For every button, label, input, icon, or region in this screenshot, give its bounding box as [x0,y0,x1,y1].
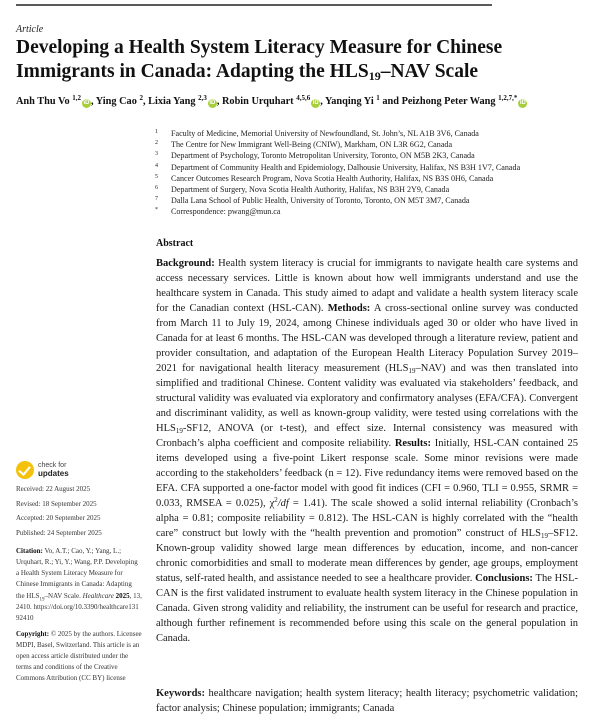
header-rule [16,4,492,6]
author-name: Ying Cao [95,96,137,107]
author-affiliation: 1,2 [72,94,81,102]
keywords-text: healthcare navigation; health system literacy; health literacy; psychometric validation; factor analysis; Chinese population; immigrants; Canada [156,688,578,714]
background-label: Background: [156,258,215,269]
author-affiliation: 1,2,7,* [498,94,518,102]
affiliation-text: The Centre for New Immigrant Well-Being (CNIW), Markham, ON L3R 6G2, Canada [171,140,453,150]
author-name: Yanqing Yi [324,96,374,107]
author-separator: , [216,96,222,107]
affiliation-item [155,162,605,173]
affiliation-text[interactable]: Correspondence: pwang@mun.ca [171,207,281,217]
subscript: 19 [175,427,183,435]
date-revised: Revised: 18 September 2025 [16,499,97,508]
df-text: /df [277,498,289,509]
author-affiliation: 1 [376,94,380,102]
author-separator: , [90,96,96,107]
author-separator: , [320,96,325,107]
affiliation-item [155,139,605,150]
check-updates-line2: updates [38,469,69,478]
keywords [156,686,578,716]
citation [16,546,142,624]
doi-link[interactable]: https://doi.org/10.3390/healthcare13192410 [16,602,139,622]
publication-dates [16,484,142,539]
affiliation-item [155,173,605,184]
conclusions-text: The HSL-CAN is the first validated instrument to evaluate health system literacy in the Chinese population in Canada. Given strong validity and reliability, the instrument can be useful for research and practice, although further refinement is recommended before using this scale on the general population in Canada. [156,573,578,644]
author-name: Lixia Yang [148,96,196,107]
results-text: Initially, HSL-CAN contained 25 items developed using a five-point Likert response scale. Some minor revisions were made according to the stakeholders’ feedback (n = 12). Five redundancy items were removed based on the EFA. CFA supported a one-factor model with good fit indices (CFI = 0.960, TLI = 0.955, SRMR = 0.033, RMSEA = 0.025), χ [156,438,578,509]
title-text: Developing a Health System Literacy Measure for Chinese Immigrants in Canada: Adapting the HLS [16,37,503,82]
author-affiliation: 4,5,6 [296,94,311,102]
affiliations [155,128,605,218]
affiliation-item [155,184,605,195]
author-separator: and [379,96,402,107]
affiliation-item [155,128,605,139]
methods-label: Methods: [327,303,371,314]
affiliation-number: 6 [155,185,158,192]
title-subscript: 19 [368,69,381,83]
orcid-icon[interactable]: iD [209,100,216,106]
methods-text: –NAV) and was then translated into simplified and traditional Chinese. Content validity was evaluated via stakeholders’ feedback, and structural validity was evaluated via exploratory and confirmatory analyses (EFA/CFA). Convergent and discriminant validity, as well as known-group validity, were tested using correlations with the HLS [156,363,578,434]
date-accepted: Accepted: 20 September 2025 [16,514,101,523]
abstract-heading: Abstract [156,238,194,249]
affiliation-text: Department of Community Health and Epidemiology, Dalhousie University, Halifax, NS B3H 1V7, Canada [171,162,521,172]
article-type: Article [16,24,44,35]
journal-name: Healthcare [82,591,114,600]
methods-text: A cross-sectional online survey was conducted from March 11 to July 19, 2024, among Chinese individuals aged 30 or older who have lived in Canada for at least 6 months. The HSL-CAN was developed through a literature review, patient and provider consultation, and adaptation of the European Health Literacy Population Survey 2019–2021 for navigational health literacy measurement (HLS [156,303,578,374]
copyright-label: Copyright: [16,629,50,638]
orcid-icon[interactable]: iD [312,100,319,106]
date-received: Received: 22 August 2025 [16,485,91,493]
author-separator: , [142,96,149,107]
author-name: Anh Thu Vo [16,96,70,107]
author-list [16,96,606,108]
affiliation-item [155,150,605,161]
affiliation-number: 2 [155,140,158,147]
title-text-end: –NAV Scale [380,61,479,82]
affiliation-item [155,195,605,206]
citation-text: Vo, A.T.; Cao, Y.; Yang, L.; Urquhart, R.; Yi, Y.; Wang, P.P. Developing a Health System Literacy Measure for Chinese Immigrants in Canada: Adapting the HLS [16,547,138,600]
paper-title [16,36,596,84]
affiliation-number: 3 [155,151,158,158]
superscript: 2 [274,496,278,504]
subscript: 19 [540,532,548,540]
results-text: = 1.41). The scale showed a solid internal reliability (Cronbach’s alpha = 0.81; composite reliability = 0.812). The HSL-CAN is highly correlated with the “health care” construct but lowly with the “health prevention and promotion” construct of HLS [156,498,578,539]
affiliation-text: Department of Psychology, Toronto Metropolitan University, Toronto, ON M5B 2K3, Canada [171,151,475,161]
keywords-label: Keywords: [156,688,205,699]
affiliation-number: 4 [155,162,158,169]
author-name: Robin Urquhart [221,96,294,107]
affiliation-number: 5 [155,173,158,180]
affiliation-text: Cancer Outcomes Research Program, Nova Scotia Health Authority, Halifax, NS B3S 0H6, Canada [171,173,494,183]
affiliation-item [155,206,605,217]
affiliation-text: Faculty of Medicine, Memorial University of Newfoundland, St. John’s, NL A1B 3V6, Canada [171,129,479,138]
affiliation-text: Department of Surgery, Nova Scotia Health Authority, Halifax, NS B3H 2Y9, Canada [171,185,450,195]
citation-year: 2025 [113,591,130,600]
author-affiliation: 2 [139,94,143,102]
orcid-icon[interactable]: iD [83,100,90,106]
subscript: 19 [39,596,45,602]
copyright-text: © 2025 by the authors. Licensee MDPI, Basel, Switzerland. This article is an open access article distributed under the terms and conditions of the Creative Commons Attribution (CC BY) license [16,629,142,683]
methods-text: -SF12, ANOVA (or t-test), and effect size. Internal consistency was measured with Cronbach’s alpha coefficient and composite reliability. [156,423,578,449]
citation-volume: , 13, 2410. [16,591,142,611]
author-affiliation: 2,3 [198,94,207,102]
copyright [16,629,142,684]
affiliation-number: * [155,207,158,214]
check-updates-badge[interactable] [16,458,142,482]
date-published: Published: 24 September 2025 [16,529,102,538]
sidebar [16,458,142,684]
author-name: Peizhong Peter Wang [401,96,496,107]
affiliation-number: 7 [155,196,158,203]
subscript: 19 [408,367,416,375]
results-label: Results: [394,438,431,449]
conclusions-label: Conclusions: [475,573,533,584]
orcid-icon[interactable]: iD [519,100,526,106]
check-icon [16,461,34,479]
abstract-body [156,256,578,646]
check-updates-line1: check for [38,462,67,469]
results-text: –SF12. Known-group validity showed large mean differences by education, income, and non-cancer chronic comorbidities and small to moderate mean differences by gender, age groups, employment status, self-rated health, and assistance needed to see a healthcare provider. [156,528,578,584]
background-text: Health system literacy is crucial for immigrants to navigate health care systems and access necessary services. Little is known about how well immigrants understand and use the healthcare system in Canada. This study aimed to adapt and validate a health system literacy scale for the Canadian context (HSL-CAN). [156,258,578,314]
citation-text: –NAV Scale. [44,591,83,600]
affiliation-text: Dalla Lana School of Public Health, University of Toronto, Toronto, ON M5T 3M7, Canada [171,196,470,206]
citation-label: Citation: [16,547,43,556]
affiliation-number: 1 [155,129,158,135]
